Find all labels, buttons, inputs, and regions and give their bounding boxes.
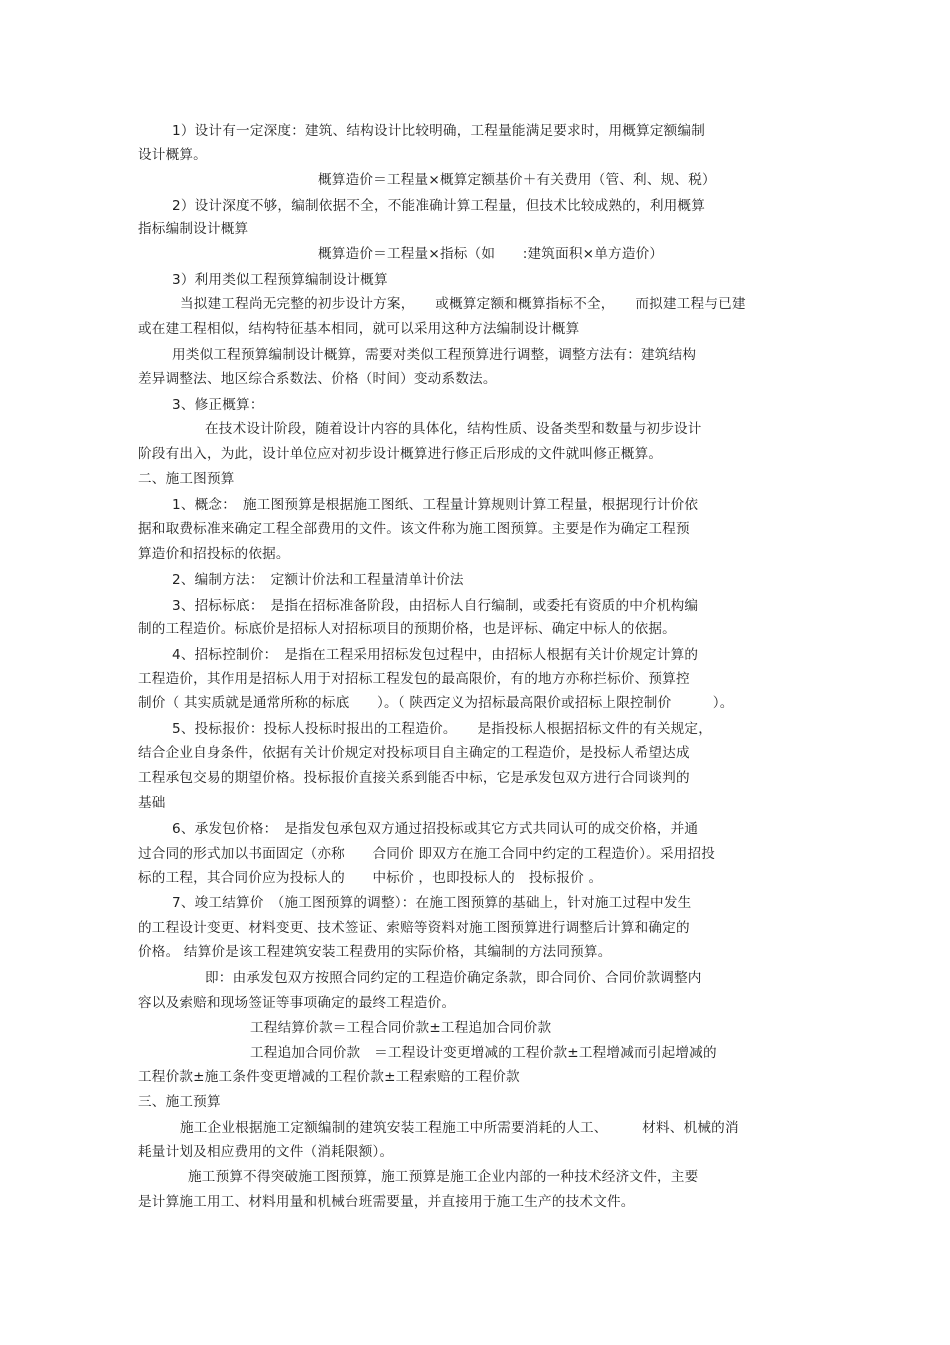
text-line: 过合同的形式加以书面固定（亦称 合同价 即双方在施工合同中约定的工程造价）。采用招投 bbox=[138, 846, 716, 862]
text-line: 算造价和招投标的依据。 bbox=[138, 546, 290, 562]
heading-line: 3、修正概算： bbox=[172, 397, 264, 413]
section-heading: 二、施工图预算 bbox=[138, 471, 235, 487]
text-line: 基础 bbox=[138, 795, 166, 811]
text-line: 1）设计有一定深度：建筑、结构设计比较明确，工程量能满足要求时，用概算定额编制 bbox=[172, 123, 706, 139]
text-line: 指标编制设计概算 bbox=[138, 221, 249, 237]
section-heading: 三、施工预算 bbox=[138, 1094, 221, 1110]
formula-line: 概算造价＝工程量×指标（如 :建筑面积×单方造价） bbox=[318, 246, 664, 262]
text-line: 制价（ 其实质就是通常所称的标底 ）。（ 陕西定义为招标最高限价或招标上限控制价 ）。 bbox=[138, 695, 734, 711]
text-line: 用类似工程预算编制设计概算，需要对类似工程预算进行调整，调整方法有：建筑结构 bbox=[172, 347, 697, 363]
text-line: 施工预算不得突破施工图预算，施工预算是施工企业内部的一种技术经济文件，主要 bbox=[188, 1169, 699, 1185]
text-line: 据和取费标准来确定工程全部费用的文件。该文件称为施工图预算。主要是作为确定工程预 bbox=[138, 521, 690, 537]
formula-line: 工程结算价款＝工程合同价款±工程追加合同价款 bbox=[250, 1020, 552, 1036]
formula-line: 工程追加合同价款 ＝工程设计变更增减的工程价款±工程增减而引起增减的 bbox=[250, 1045, 717, 1061]
text-line: 耗量计划及相应费用的文件（消耗限额）。 bbox=[138, 1144, 394, 1160]
text-line: 设计概算。 bbox=[138, 147, 207, 163]
text-line: 3）利用类似工程预算编制设计概算 bbox=[172, 272, 388, 288]
text-line: 结合企业自身条件，依据有关计价规定对投标项目自主确定的工程造价，是投标人希望达成 bbox=[138, 745, 690, 761]
text-line: 标的工程，其合同价应为投标人的 中标价 ，也即投标人的 投标报价 。 bbox=[138, 870, 603, 886]
text-line: 当拟建工程尚无完整的初步设计方案， 或概算定额和概算指标不全， 而拟建工程与已建 bbox=[180, 296, 746, 312]
text-line: 工程造价，其作用是招标人用于对招标工程发包的最高限价，有的地方亦称拦标价、预算控 bbox=[138, 671, 690, 687]
text-line: 即：由承发包双方按照合同约定的工程造价确定条款，即合同价、合同价款调整内 bbox=[205, 970, 702, 986]
formula-line: 概算造价＝工程量×概算定额基价＋有关费用（管、利、规、税） bbox=[318, 172, 716, 188]
text-line: 3、招标标底： 是指在招标准备阶段，由招标人自行编制，或委托有资质的中介机构编 bbox=[172, 598, 699, 614]
text-line: 4、招标控制价： 是指在工程采用招标发包过程中，由招标人根据有关计价规定计算的 bbox=[172, 647, 699, 663]
text-line: 工程价款±施工条件变更增减的工程价款±工程索赔的工程价款 bbox=[138, 1069, 520, 1085]
text-line: 差异调整法、地区综合系数法、价格（时间）变动系数法。 bbox=[138, 371, 497, 387]
text-line: 价格。 结算价是该工程建筑安装工程费用的实际价格，其编制的方法同预算。 bbox=[138, 944, 612, 960]
text-line: 容以及索赔和现场签证等事项确定的最终工程造价。 bbox=[138, 995, 456, 1011]
text-line: 是计算施工用工、材料用量和机械台班需要量，并直接用于施工生产的技术文件。 bbox=[138, 1194, 635, 1210]
text-line: 6、承发包价格： 是指发包承包双方通过招投标或其它方式共同认可的成交价格，并通 bbox=[172, 821, 699, 837]
text-line: 1、概念： 施工图预算是根据施工图纸、工程量计算规则计算工程量，根据现行计价依 bbox=[172, 497, 699, 513]
text-line: 工程承包交易的期望价格。投标报价直接关系到能否中标，它是承发包双方进行合同谈判的 bbox=[138, 770, 690, 786]
text-line: 阶段有出入，为此，设计单位应对初步设计概算进行修正后形成的文件就叫修正概算。 bbox=[138, 446, 663, 462]
text-line: 的工程设计变更、材料变更、技术签证、索赔等资料对施工图预算进行调整后计算和确定的 bbox=[138, 920, 690, 936]
text-line: 或在建工程相似，结构特征基本相同，就可以采用这种方法编制设计概算 bbox=[138, 321, 580, 337]
text-line: 7、竣工结算价 （施工图预算的调整）：在施工图预算的基础上，针对施工过程中发生 bbox=[172, 895, 692, 911]
text-line: 施工企业根据施工定额编制的建筑安装工程施工中所需要消耗的人工、 材料、机械的消 bbox=[180, 1120, 739, 1136]
text-line: 5、投标报价：投标人投标时报出的工程造价。 是指投标人根据招标文件的有关规定， bbox=[172, 721, 713, 737]
text-line: 制的工程造价。标底价是招标人对招标项目的预期价格，也是评标、确定中标人的依据。 bbox=[138, 621, 676, 637]
text-line: 2、编制方法： 定额计价法和工程量清单计价法 bbox=[172, 572, 464, 588]
text-line: 在技术设计阶段，随着设计内容的具体化，结构性质、设备类型和数量与初步设计 bbox=[205, 421, 702, 437]
text-line: 2）设计深度不够，编制依据不全，不能准确计算工程量，但技术比较成熟的，利用概算 bbox=[172, 198, 706, 214]
